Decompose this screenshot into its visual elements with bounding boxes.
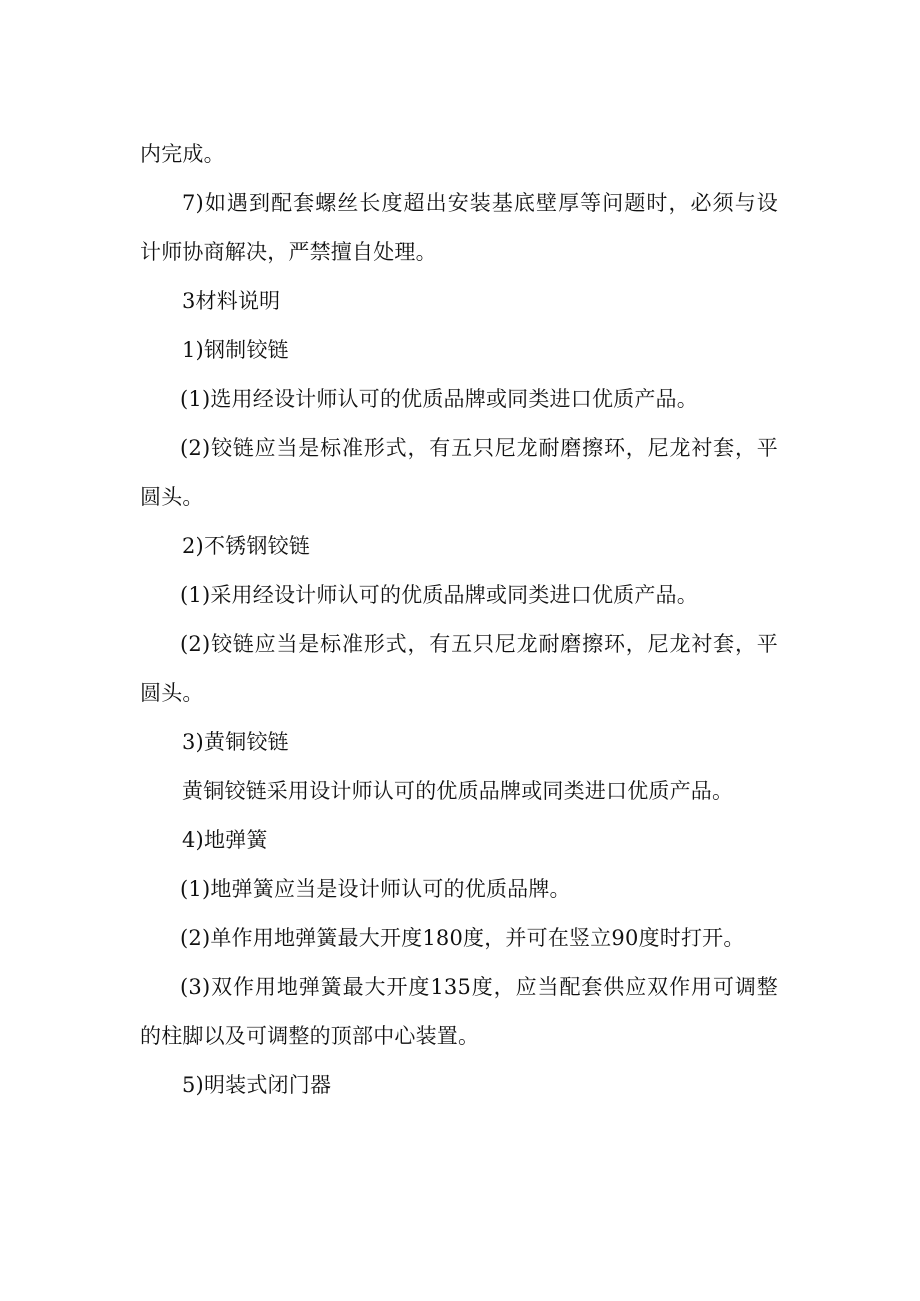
text-line: 黄铜铰链采用设计师认可的优质品牌或同类进口优质产品。 (182, 779, 734, 803)
text-line: (2)铰链应当是标准形式，有五只尼龙耐磨擦环，尼龙衬套，平 (180, 632, 778, 656)
text-line: (2)铰链应当是标准形式，有五只尼龙耐磨擦环，尼龙衬套，平 (180, 436, 778, 460)
subsection-heading: 5)明装式闭门器 (182, 1073, 332, 1097)
text-line: (1)采用经设计师认可的优质品牌或同类进口优质产品。 (180, 583, 698, 607)
text-line: 圆头。 (140, 485, 204, 509)
subsection-heading: 1)钢制铰链 (182, 338, 289, 362)
text-line: 内完成。 (140, 142, 225, 166)
subsection-heading: 3)黄铜铰链 (182, 730, 289, 754)
text-line: (1)地弹簧应当是设计师认可的优质品牌。 (180, 877, 571, 901)
text-line: 7)如遇到配套螺丝长度超出安装基底壁厚等问题时，必须与设 (182, 191, 778, 215)
subsection-heading: 2)不锈钢铰链 (182, 534, 310, 558)
text-line: 计师协商解决，严禁擅自处理。 (140, 240, 437, 264)
subsection-heading: 4)地弹簧 (182, 828, 268, 852)
text-line: (2)单作用地弹簧最大开度180度，并可在竖立90度时打开。 (180, 926, 745, 950)
text-line: 的柱脚以及可调整的顶部中心装置。 (140, 1024, 480, 1048)
text-line: (3)双作用地弹簧最大开度135度，应当配套供应双作用可调整 (180, 975, 778, 999)
text-line: (1)选用经设计师认可的优质品牌或同类进口优质产品。 (180, 387, 698, 411)
section-heading: 3材料说明 (182, 289, 281, 313)
text-line: 圆头。 (140, 681, 204, 705)
